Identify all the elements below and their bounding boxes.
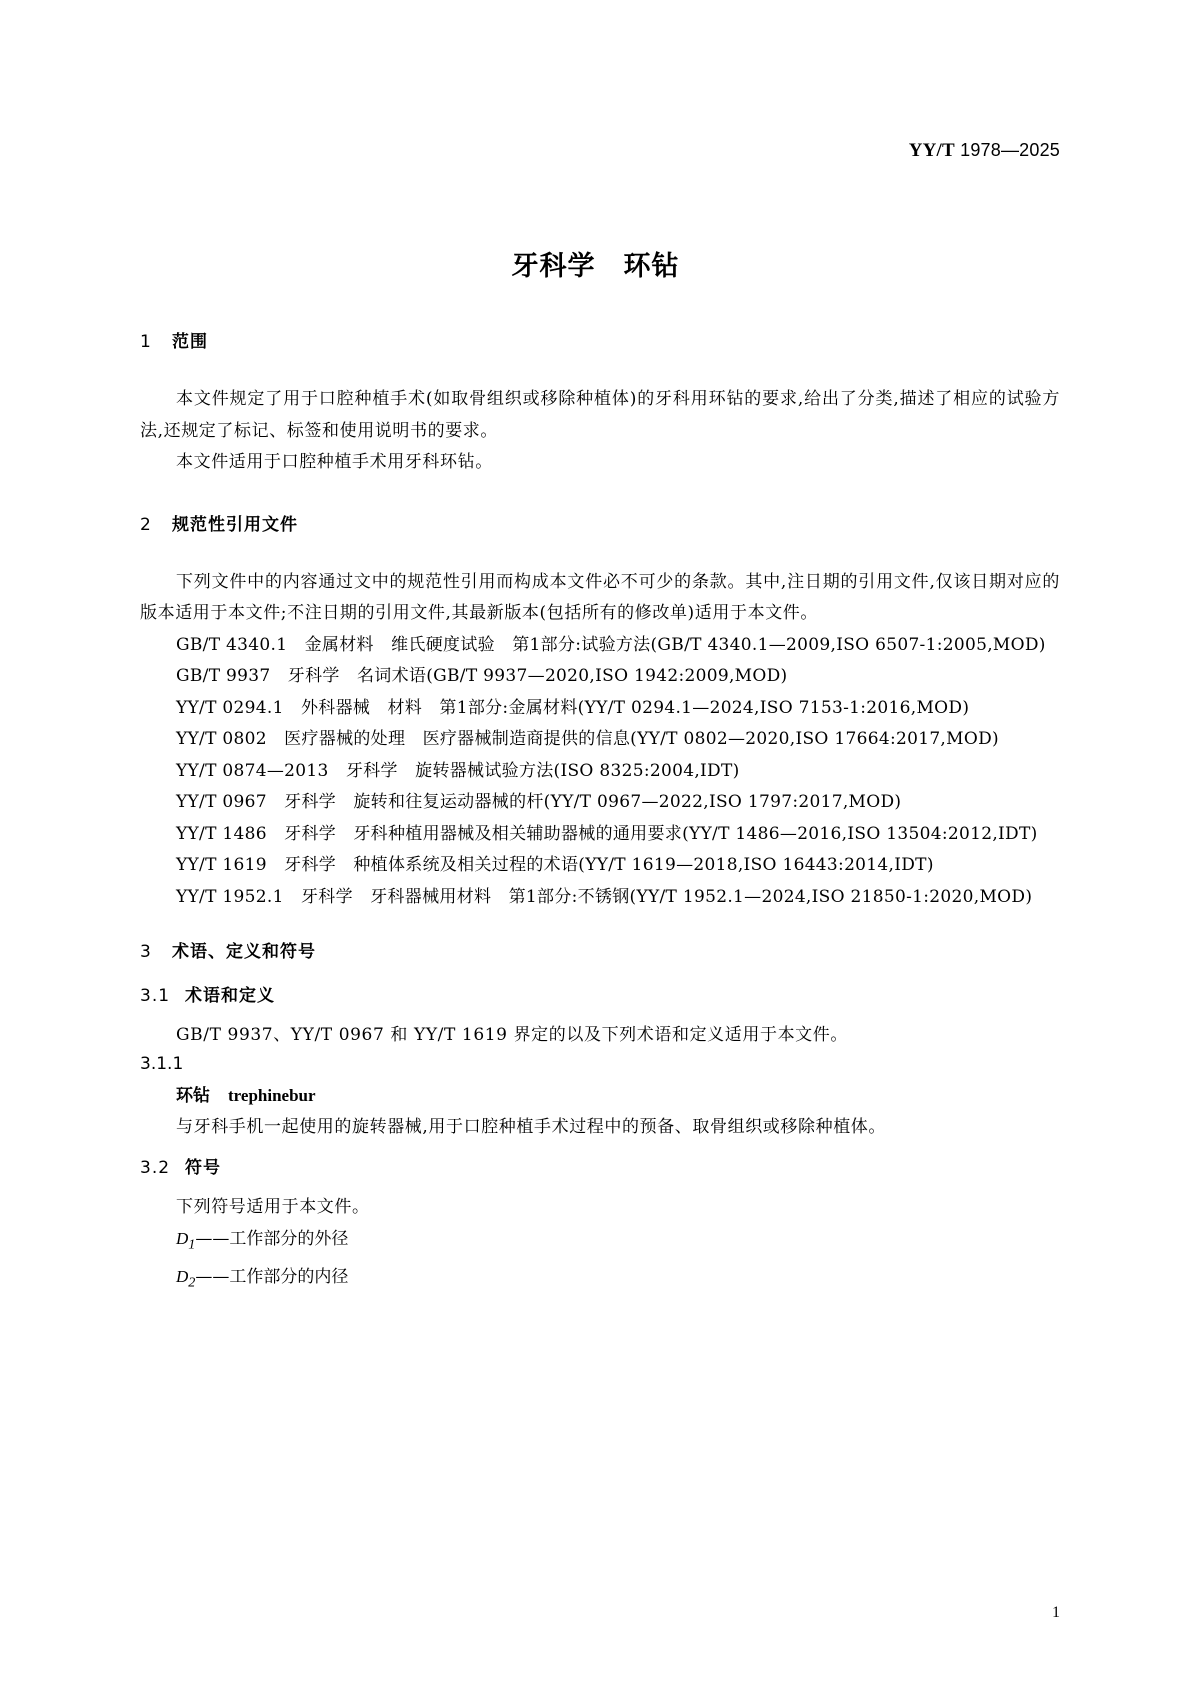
reference-item: YY/T 1619 牙科学 种植体系统及相关过程的术语(YY/T 1619—2018,ISO 16443:2014,IDT) [176, 855, 934, 875]
section-title: 术语、定义和符号 [172, 942, 316, 962]
document-code [909, 140, 1060, 162]
symbol-description: ——工作部分的外径 [195, 1229, 349, 1249]
term-name-en: trephinebur [228, 1085, 316, 1105]
section-heading-scope [140, 330, 1060, 354]
symbol-entry [140, 1223, 1060, 1261]
document-code-number: 1978—2025 [960, 140, 1060, 160]
term-name-zh: 环钻 [176, 1085, 210, 1106]
reference-item: YY/T 0967 牙科学 旋转和往复运动器械的杆(YY/T 0967—2022,ISO 1797:2017,MOD) [176, 792, 902, 812]
reference-item: YY/T 0294.1 外科器械 材料 第1部分:金属材料(YY/T 0294.1—2024,ISO 7153-1:2016,MOD) [176, 697, 970, 718]
document-body [140, 330, 1060, 1299]
section-number: 3 [140, 942, 152, 962]
subsection-heading-terms-definitions [140, 984, 1060, 1008]
reference-item: YY/T 1952.1 牙科学 牙科器械用材料 第1部分:不锈钢(YY/T 1952.1—2024,ISO 21850-1:2020,MOD) [176, 886, 1033, 907]
subsection-title: 术语和定义 [185, 986, 275, 1006]
reference-item: YY/T 1486 牙科学 牙科种植用器械及相关辅助器械的通用要求(YY/T 1486—2016,ISO 13504:2012,IDT) [176, 823, 1038, 844]
section-title: 规范性引用文件 [172, 514, 298, 535]
symbol-letter: D [176, 1229, 189, 1248]
document-title: 牙科学 环钻 [511, 251, 680, 282]
reference-item: GB/T 4340.1 金属材料 维氏硬度试验 第1部分:试验方法(GB/T 4340.1—2009,ISO 6507-1:2005,MOD) [176, 634, 1046, 655]
section-number: 1 [140, 332, 152, 352]
section-heading-terms [140, 940, 1060, 964]
symbols-intro: 下列符号适用于本文件。 [176, 1196, 370, 1217]
reference-item: YY/T 0802 医疗器械的处理 医疗器械制造商提供的信息(YY/T 0802—2020,ISO 17664:2017,MOD) [176, 729, 999, 749]
symbol-letter: D [176, 1266, 189, 1286]
term-entry [140, 1080, 1060, 1113]
symbol-entry [140, 1261, 1060, 1299]
document-code-prefix: YY/T [908, 140, 955, 161]
reference-item: GB/T 9937 牙科学 名词术语(GB/T 9937—2020,ISO 1942:2009,MOD) [176, 666, 788, 686]
section-number: 2 [140, 514, 152, 535]
scope-paragraph-2: 本文件适用于口腔种植手术用牙科环钻。 [176, 452, 493, 472]
symbol-subscript: 2 [188, 1274, 196, 1291]
symbol-description: ——工作部分的内径 [195, 1266, 349, 1287]
subsection-heading-symbols [140, 1156, 1060, 1180]
section-heading-normative-references [140, 513, 1060, 537]
reference-item: YY/T 0874—2013 牙科学 旋转器械试验方法(ISO 8325:2004,IDT) [176, 760, 740, 781]
term-number: 3.1.1 [140, 1053, 184, 1074]
section-title: 范围 [172, 332, 208, 352]
references-intro: 下列文件中的内容通过文中的规范性引用而构成本文件必不可少的条款。其中,注日期的引用文件,仅该日期对应的版本适用于本文件;不注日期的引用文件,其最新版本(包括所有的修改单)适用于本文件。 [140, 571, 1060, 623]
page-number: 1 [1052, 1604, 1060, 1621]
symbol-subscript: 1 [188, 1236, 196, 1253]
term-definition: 与牙科手机一起使用的旋转器械,用于口腔种植手术过程中的预备、取骨组织或移除种植体。 [176, 1117, 887, 1137]
subsection-number: 3.2 [140, 1157, 171, 1178]
terms-intro: GB/T 9937、YY/T 0967 和 YY/T 1619 界定的以及下列术语和定义适用于本文件。 [176, 1025, 848, 1045]
subsection-number: 3.1 [140, 986, 171, 1006]
scope-paragraph-1: 本文件规定了用于口腔种植手术(如取骨组织或移除种植体)的牙科用环钻的要求,给出了分类,描述了相应的试验方法,还规定了标记、标签和使用说明书的要求。 [140, 389, 1060, 441]
subsection-title: 符号 [185, 1157, 221, 1178]
